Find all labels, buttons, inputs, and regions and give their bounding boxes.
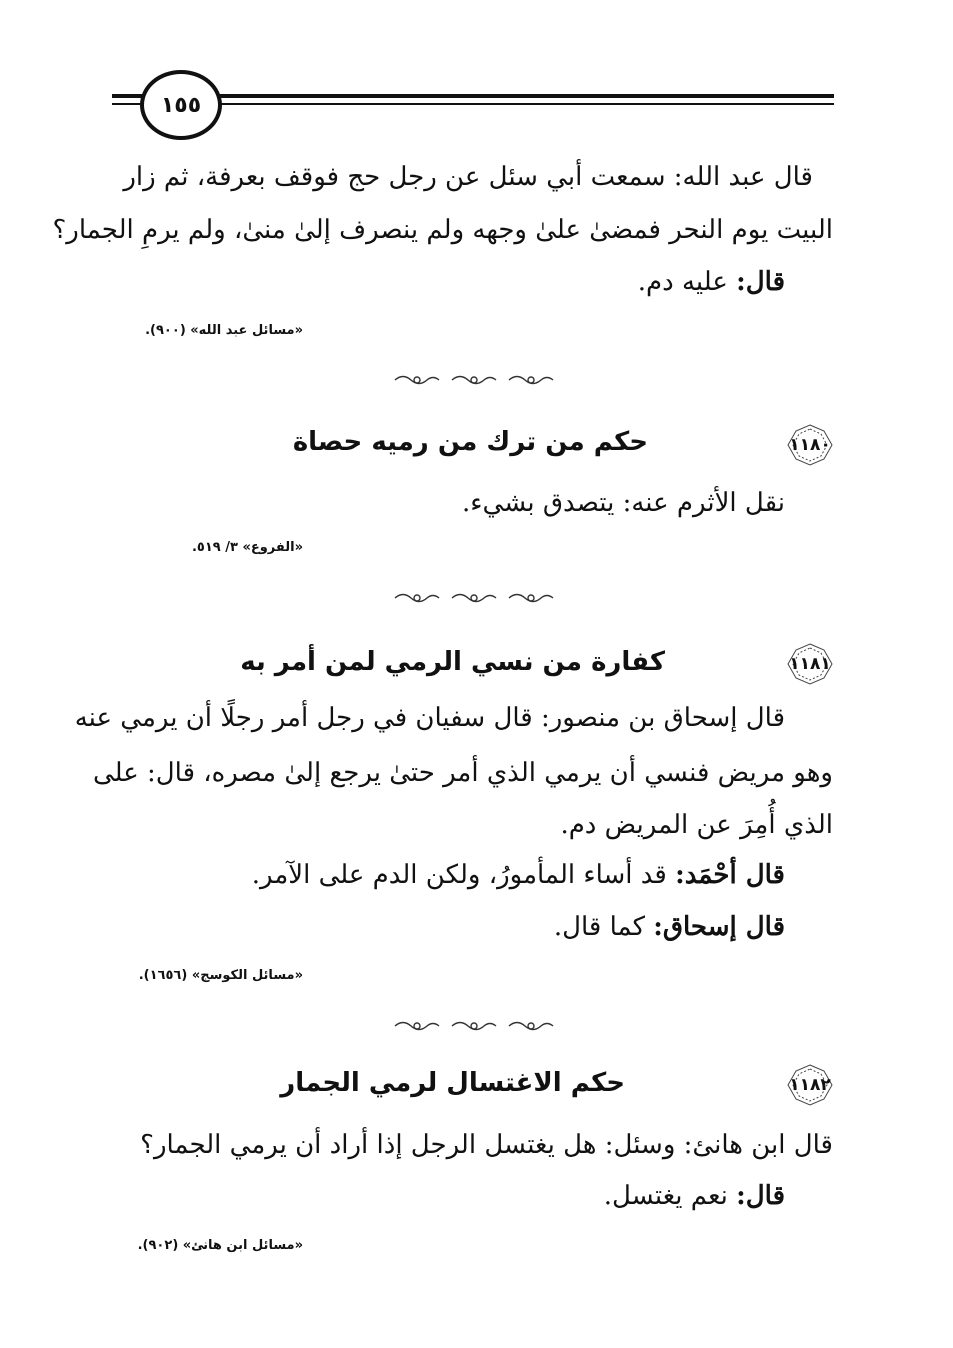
ornament-divider bbox=[390, 591, 560, 605]
answer-label: قال أحْمَد: bbox=[675, 860, 785, 890]
entry-3-line-1: قال إسحاق بن منصور: قال سفيان في رجل أمر رجلًا أن يرمي عنه bbox=[74, 703, 785, 733]
entry-number: ١١٨٠ bbox=[789, 435, 831, 455]
entry-1-line-2: البيت يوم النحر فمضىٰ علىٰ وجهه ولم ينصرف إلىٰ منىٰ، ولم يرمِ الجمار؟ bbox=[52, 215, 833, 245]
answer-text: قد أساء المأمورُ، ولكن الدم على الآمر. bbox=[251, 860, 667, 890]
answer-text: عليه دم. bbox=[637, 267, 728, 297]
entry-number-badge bbox=[784, 642, 836, 686]
answer-text: نعم يغتسل. bbox=[603, 1181, 728, 1211]
entry-2-source: «الفروع» ٣/ ٥١٩. bbox=[191, 540, 303, 555]
entry-3-line-2: وهو مريض فنسي أن يرمي الذي أمر حتىٰ يرجع إلىٰ مصره، قال: على bbox=[92, 758, 833, 788]
entry-1-answer bbox=[638, 269, 785, 295]
entry-4-line-1: قال ابن هانئ: وسئل: هل يغتسل الرجل إذا أراد أن يرمي الجمار؟ bbox=[140, 1130, 833, 1160]
entry-1-source: «مسائل عبد الله» (٩٠٠). bbox=[145, 323, 303, 338]
entry-3-title: كفارة من نسي الرمي لمن أمر به bbox=[240, 647, 665, 677]
entry-number-badge bbox=[784, 1063, 836, 1107]
entry-2-line-1: نقل الأثرم عنه: يتصدق بشيء. bbox=[462, 488, 785, 518]
entry-1-line-1: قال عبد الله: سمعت أبي سئل عن رجل حج فوقف بعرفة، ثم زار bbox=[123, 162, 813, 192]
entry-4-source: «مسائل ابن هانئ» (٩٠٢). bbox=[137, 1238, 303, 1253]
answer-label: قال: bbox=[736, 267, 785, 297]
entry-2-title: حكم من ترك من رميه حصاة bbox=[292, 427, 648, 457]
page-number: ١٥٥ bbox=[140, 70, 222, 140]
ornament-divider bbox=[390, 1019, 560, 1033]
entry-3-answer-2 bbox=[554, 914, 785, 940]
answer-text: كما قال. bbox=[553, 912, 645, 942]
entry-4-answer bbox=[604, 1183, 785, 1209]
ornament-divider bbox=[390, 373, 560, 387]
entry-4-title: حكم الاغتسال لرمي الجمار bbox=[280, 1068, 625, 1098]
answer-label: قال إسحاق: bbox=[653, 912, 785, 942]
entry-3-answer-1 bbox=[252, 862, 785, 888]
entry-3-line-3: الذي أُمِرَ عن المريض دم. bbox=[560, 810, 833, 840]
entry-number-badge bbox=[784, 423, 836, 467]
answer-label: قال: bbox=[736, 1181, 785, 1211]
entry-number: ١١٨١ bbox=[789, 654, 831, 674]
entry-number: ١١٨٢ bbox=[789, 1075, 831, 1095]
entry-3-source: «مسائل الكوسج» (١٦٥٦). bbox=[138, 968, 303, 983]
